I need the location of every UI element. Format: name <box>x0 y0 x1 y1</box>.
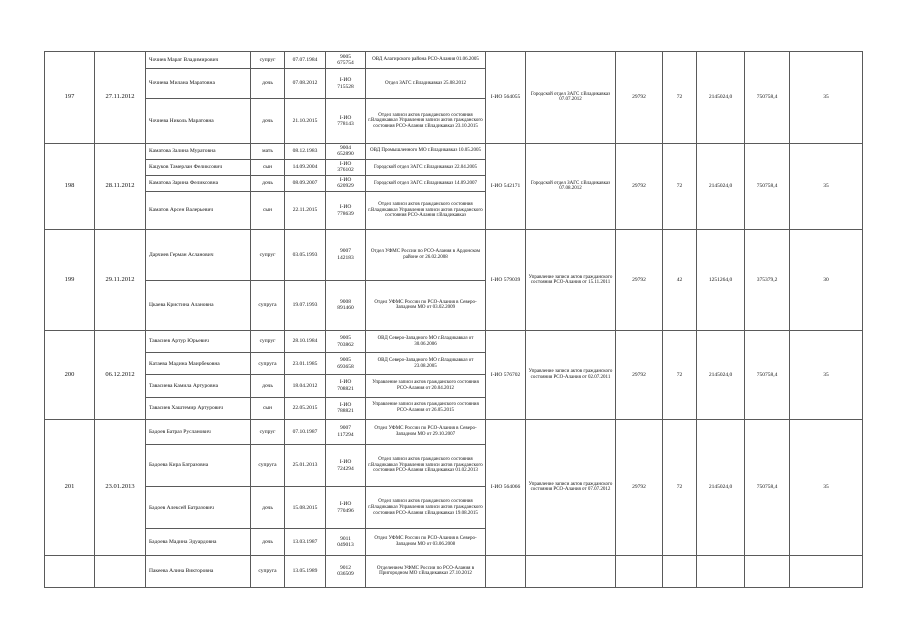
id-document-cell <box>326 69 366 99</box>
member-name-cell: Катаева Мадина Маирбековна <box>146 353 251 375</box>
area-cell: 42 <box>663 230 697 331</box>
id-document-number: 778639 <box>337 210 354 217</box>
id-document-cell <box>326 159 366 175</box>
id-document-cell <box>326 331 366 353</box>
norm-cost-cell: 29792 <box>616 230 663 331</box>
id-document-cell <box>326 419 366 444</box>
id-document-series: 9007 <box>340 248 351 255</box>
area-cell: 72 <box>663 331 697 420</box>
total-cost-cell: 1251264,0 <box>697 230 745 331</box>
record-number-cell: 200 <box>45 331 95 420</box>
record-number-cell: 197 <box>45 52 95 144</box>
birth-date-cell: 23.01.1985 <box>285 353 326 375</box>
id-document-number: 142183 <box>337 254 354 261</box>
id-document-cell <box>326 280 366 330</box>
id-document-cell <box>326 52 366 69</box>
id-document-cell <box>326 487 366 529</box>
record-number-cell <box>45 555 95 587</box>
member-name-cell: Пакеева Алина Викторовна <box>146 555 251 587</box>
issuing-authority-cell: Отдел УФМС России по РСО-Алания в Ардонском районе от 26.02.2008 <box>366 230 486 280</box>
issuing-authority-cell: ОВД Алагирского района РСО-Алания 01.06.2005 <box>366 52 486 69</box>
id-document-number: 693658 <box>337 363 354 370</box>
issuing-authority-cell: Городской отдел ЗАГС г.Владикавказ 14.09.2007 <box>366 175 486 191</box>
id-document-series: I-ИО <box>339 77 352 84</box>
norm-cost-cell: 29792 <box>616 143 663 230</box>
id-document-series: 9012 <box>340 564 351 571</box>
relation-cell: супруга <box>251 353 285 375</box>
birth-date-cell: 13.05.1989 <box>285 555 326 587</box>
member-name-cell: Чочиев Марат Владимирович <box>146 52 251 69</box>
record-date-cell: 27.11.2012 <box>95 52 146 144</box>
birth-date-cell: 15.08.2015 <box>285 487 326 529</box>
id-document-series: 9004 <box>340 144 351 151</box>
norm-cost-cell: 29792 <box>616 52 663 144</box>
id-document-series: I-ИО <box>339 114 352 121</box>
table-row-group-start <box>45 419 863 444</box>
percent-cell: 35 <box>790 52 863 144</box>
record-date-cell: 23.01.2013 <box>95 419 146 555</box>
issuing-authority-cell: Отдел УФМС России по РСО-Алания в Северо-Западном МО от 03.06.2008 <box>366 529 486 555</box>
birth-date-cell: 25.01.2013 <box>285 444 326 486</box>
id-document-series: I-ИО <box>339 176 352 183</box>
norm-cost-cell <box>616 555 663 587</box>
area-cell: 72 <box>663 419 697 555</box>
id-document-cell <box>326 353 366 375</box>
member-name-cell: Цкаева Кристина Алановна <box>146 280 251 330</box>
register-table <box>44 51 863 588</box>
id-document-series: I-ИО <box>339 379 352 386</box>
id-document-series: 9011 <box>340 535 351 542</box>
birth-date-cell: 22.05.2015 <box>285 397 326 419</box>
issuing-authority-cell: ОВД Северо-Западного МО г.Владикавказ от 30.06.2006 <box>366 331 486 353</box>
id-document-series: 9007 <box>340 425 351 432</box>
issuing-authority-cell: Отдел записи актов гражданского состояния г.Владикавказ Управления записи актов гражданского состояния РСО-Алания г.Владикавказ 23.10.2015 <box>366 99 486 143</box>
relation-cell: дочь <box>251 529 285 555</box>
issuing-authority-cell: ОВД Промышленного МО г.Владикавказ 10.05.2005 <box>366 143 486 159</box>
relation-cell: дочь <box>251 99 285 143</box>
subsidy-cell: 750758,4 <box>745 52 790 144</box>
issuing-authority-cell: Отдел записи актов гражданского состояния г.Владикавказ Управления записи актов гражданского состояния РСО-Алания г.Владикавказ 19.08.2015 <box>366 487 486 529</box>
percent-cell: 35 <box>790 419 863 555</box>
id-document-number: 891460 <box>337 305 354 312</box>
record-number-cell: 199 <box>45 230 95 331</box>
id-document-series: I-ИО <box>339 459 352 465</box>
birth-date-cell: 07.10.1987 <box>285 419 326 444</box>
member-name-cell: Дарчиев Герман Асланович <box>146 230 251 280</box>
percent-cell: 35 <box>790 331 863 420</box>
id-document-series: I-ИО <box>339 204 352 211</box>
id-document-number: 036509 <box>337 571 354 578</box>
register-table-container <box>44 51 862 588</box>
issuing-authority-cell: Управление записи актов гражданского состояния РСО-Алания от 26.05.2015 <box>366 397 486 419</box>
table-row-group-start <box>45 331 863 353</box>
member-name-cell: Чочиева Милана Маратовна <box>146 69 251 99</box>
relation-cell: супруга <box>251 280 285 330</box>
id-document-cell <box>326 529 366 555</box>
birth-date-cell: 18.04.2012 <box>285 375 326 397</box>
birth-date-cell: 07.07.1984 <box>285 52 326 69</box>
subsidy-cell: 750758,4 <box>745 143 790 230</box>
id-document-number: 376102 <box>337 167 354 174</box>
member-name-cell: Каматова Залина Муратовна <box>146 143 251 159</box>
id-document-cell <box>326 192 366 230</box>
id-document-number: 770496 <box>337 507 354 514</box>
area-cell: 72 <box>663 52 697 144</box>
certificate-number-cell <box>486 555 526 587</box>
id-document-cell <box>326 555 366 587</box>
id-document-cell <box>326 375 366 397</box>
issuing-authority-cell: ОВД Северо-Западного МО г.Владикавказ от 23.08.2005 <box>366 353 486 375</box>
id-document-number: 620929 <box>337 183 354 190</box>
register-table-body <box>45 52 863 588</box>
certificate-number-cell: I-ИО 576702 <box>486 331 526 420</box>
relation-cell: супруг <box>251 52 285 69</box>
id-document-number: 703862 <box>337 341 354 348</box>
total-cost-cell: 2145024,0 <box>697 52 745 144</box>
subsidy-cell: 750758,4 <box>745 419 790 555</box>
relation-cell: дочь <box>251 175 285 191</box>
certificate-number-cell: I-ИО 564055 <box>486 52 526 144</box>
relation-cell: мать <box>251 143 285 159</box>
id-document-series: I-ИО <box>339 501 352 508</box>
relation-cell: супруг <box>251 419 285 444</box>
id-document-series: 9005 <box>340 53 351 60</box>
relation-cell: дочь <box>251 69 285 99</box>
birth-date-cell: 14.09.2004 <box>285 159 326 175</box>
id-document-series: I-ИО <box>339 160 352 167</box>
member-name-cell: Каматова Зарина Феликсовна <box>146 175 251 191</box>
total-cost-cell: 2145024,0 <box>697 143 745 230</box>
id-document-number: 675754 <box>337 60 354 67</box>
certificate-issuer-cell: Управление записи актов гражданского состояния РСО-Алания от 02.07.2011 <box>526 331 616 420</box>
member-name-cell: Бадоева Кира Батразовна <box>146 444 251 486</box>
id-document-series: 9005 <box>340 357 351 364</box>
subsidy-cell: 375379,2 <box>745 230 790 331</box>
id-document-cell <box>326 175 366 191</box>
member-name-cell: Бадоев Батраз Русланович <box>146 419 251 444</box>
record-date-cell: 29.11.2012 <box>95 230 146 331</box>
issuing-authority-cell: Отдел записи актов гражданского состояния г.Владикавказ Управления записи актов гражданского состояния РСО-Алания г.Владикавказ 01.02.2013 <box>366 444 486 486</box>
total-cost-cell: 2145024,0 <box>697 419 745 555</box>
birth-date-cell: 03.05.1993 <box>285 230 326 280</box>
norm-cost-cell: 29792 <box>616 331 663 420</box>
certificate-number-cell: I-ИО 579039 <box>486 230 526 331</box>
record-date-cell <box>95 555 146 587</box>
member-name-cell: Бадоева Мадина Эдуардовна <box>146 529 251 555</box>
certificate-issuer-cell: Управление записи актов гражданского состояния РСО-Алания от 15.11.2011 <box>526 230 616 331</box>
table-row-group-start <box>45 52 863 69</box>
id-document-cell <box>326 444 366 486</box>
issuing-authority-cell: Отдел ЗАГС г.Владикавказ 25.08.2012 <box>366 69 486 99</box>
table-row-group-start <box>45 143 863 159</box>
norm-cost-cell: 29792 <box>616 419 663 555</box>
birth-date-cell: 28.10.1984 <box>285 331 326 353</box>
certificate-issuer-cell: Городской отдел ЗАГС г.Владикавказ 07.07.2012 <box>526 52 616 144</box>
id-document-number: 788821 <box>337 408 354 415</box>
id-document-number: 715528 <box>337 83 354 90</box>
relation-cell: супруг <box>251 331 285 353</box>
id-document-number: 652890 <box>337 151 354 158</box>
relation-cell: супруга <box>251 555 285 587</box>
issuing-authority-cell: Городской отдел ЗАГС г.Владикавказ 22.04.2005 <box>366 159 486 175</box>
id-document-number: 117294 <box>337 431 354 438</box>
member-name-cell: Тавасиев Хаштемир Артурович <box>146 397 251 419</box>
birth-date-cell: 22.11.2015 <box>285 192 326 230</box>
birth-date-cell: 13.03.1987 <box>285 529 326 555</box>
member-name-cell: Тавасиева Камила Артуровна <box>146 375 251 397</box>
area-cell: 72 <box>663 143 697 230</box>
issuing-authority-cell: Отдел УФМС России по РСО-Алания в Северо-Западном МО от 03.02.2009 <box>366 280 486 330</box>
percent-cell: 30 <box>790 230 863 331</box>
relation-cell: дочь <box>251 487 285 529</box>
relation-cell: дочь <box>251 375 285 397</box>
certificate-number-cell: I-ИО 564066 <box>486 419 526 555</box>
record-date-cell: 28.11.2012 <box>95 143 146 230</box>
birth-date-cell: 21.10.2015 <box>285 99 326 143</box>
birth-date-cell: 07.08.2012 <box>285 69 326 99</box>
record-date-cell: 06.12.2012 <box>95 331 146 420</box>
id-document-cell <box>326 99 366 143</box>
relation-cell: супруг <box>251 230 285 280</box>
table-row-group-start <box>45 230 863 280</box>
certificate-issuer-cell: Городской отдел ЗАГС г.Владикавказ 07.08.2012 <box>526 143 616 230</box>
birth-date-cell: 19.07.1993 <box>285 280 326 330</box>
birth-date-cell: 08.09.2007 <box>285 175 326 191</box>
member-name-cell: Кацуков Тамерлан Феликсович <box>146 159 251 175</box>
certificate-issuer-cell: Управление записи актов гражданского состояния РСО-Алания от 07.07.2012 <box>526 419 616 555</box>
relation-cell: сын <box>251 397 285 419</box>
id-document-series: 9005 <box>340 335 351 342</box>
id-document-series: I-ИО <box>339 401 352 408</box>
record-number-cell: 201 <box>45 419 95 555</box>
birth-date-cell: 08.12.1983 <box>285 143 326 159</box>
relation-cell: сын <box>251 159 285 175</box>
total-cost-cell <box>697 555 745 587</box>
subsidy-cell <box>745 555 790 587</box>
issuing-authority-cell: Отдел записи актов гражданского состояния г.Владикавказ Управления записи актов гражданского состояния РСО-Алания г.Владикавказ <box>366 192 486 230</box>
percent-cell <box>790 555 863 587</box>
table-row-group-start <box>45 555 863 587</box>
total-cost-cell: 2145024,0 <box>697 331 745 420</box>
area-cell <box>663 555 697 587</box>
id-document-number: 778143 <box>337 121 354 127</box>
relation-cell: сын <box>251 192 285 230</box>
id-document-cell <box>326 143 366 159</box>
member-name-cell: Чочиева Николь Маратовна <box>146 99 251 143</box>
issuing-authority-cell: Управление записи актов гражданского состояния РСО-Алания от 20.04.2012 <box>366 375 486 397</box>
id-document-cell <box>326 397 366 419</box>
certificate-number-cell: I-ИО 542171 <box>486 143 526 230</box>
subsidy-cell: 750758,4 <box>745 331 790 420</box>
certificate-issuer-cell <box>526 555 616 587</box>
id-document-cell <box>326 230 366 280</box>
relation-cell: супруга <box>251 444 285 486</box>
issuing-authority-cell: Отдел УФМС России по РСО-Алания в Северо-Западном МО от 29.10.2007 <box>366 419 486 444</box>
member-name-cell: Каматов Арсен Валерьевич <box>146 192 251 230</box>
member-name-cell: Бадоев Алексей Батразович <box>146 487 251 529</box>
member-name-cell: Тавасиев Артур Юрьевич <box>146 331 251 353</box>
id-document-number: 049013 <box>337 542 354 549</box>
id-document-number: 708821 <box>337 385 354 392</box>
percent-cell: 35 <box>790 143 863 230</box>
issuing-authority-cell: Отделением УФМС России по РСО-Алания в Пригородном МО г.Владикавказ 27.10.2012 <box>366 555 486 587</box>
record-number-cell: 198 <box>45 143 95 230</box>
id-document-number: 724294 <box>337 465 354 472</box>
id-document-series: 9008 <box>340 298 351 305</box>
